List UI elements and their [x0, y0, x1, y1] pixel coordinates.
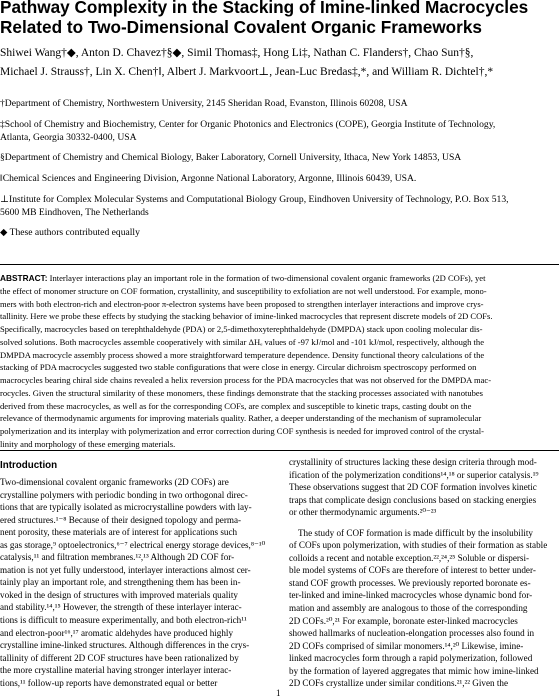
body-line: colloids a recent and notable exception.²²,²⁴,²⁵ Soluble or dispersi- [289, 552, 530, 563]
abstract-line: Specifically, macrocycles based on terephthaldehyde (PDA) or 2,5-dimethoxyterephthaldehyde (DMPDA) stack upon cooling molecular dis- [0, 324, 483, 334]
affiliation-line: §Department of Chemistry and Chemical Biology, Baker Laboratory, Cornell University, Ithaca, New York 14853, USA [0, 152, 462, 164]
abstract-line: the effect of monomer structure on COF formation, crystallinity, and susceptibility to exfoliation are not well understood. For example, mono- [0, 285, 487, 296]
abstract-line: linity and morphology of these emerging materials. [0, 438, 176, 449]
body-line: voked in the design of structures with improved materials quality [0, 589, 238, 600]
abstract-bottom-rule [0, 450, 559, 451]
body-line: tions,¹¹ follow-up reports have demonstrated equal or better [0, 677, 218, 688]
abstract-line: Interlayer interactions play an important role in the formation of two-dimensional covalent organic frameworks (2D COFs), yet [47, 273, 486, 283]
body-line: stand COF growth processes. We previously reported boronate es- [289, 577, 531, 588]
intro-right-column [289, 456, 555, 690]
affiliation-line: ‖Chemical Sciences and Engineering Division, Argonne National Laboratory, Argonne, Illinois 60439, USA. [0, 172, 417, 184]
body-line: nent porosity, these materials are of interest for applications such [0, 527, 238, 538]
body-line: linked macrocycles form through a rapid polymerization, followed [289, 653, 533, 664]
page-number: 1 [276, 688, 281, 698]
body-line: tions that are typically isolated as microcrystalline powders with lay- [0, 502, 252, 513]
affiliation-line: ‡School of Chemistry and Biochemistry, Center for Organic Photonics and Electronics (COPE), Georgia Institute of Technology, [0, 118, 496, 130]
affiliation-line: 5600 MB Eindhoven, The Netherlands [0, 206, 149, 218]
body-line: and electron-poor¹⁶,¹⁷ aromatic aldehydes have produced highly [0, 627, 234, 638]
affiliation [0, 151, 559, 164]
abstract-line: stacking of PDA macrocycles suggested two stable configurations that were close in energy. Circular dichroism spectroscopy performed on [0, 362, 477, 373]
body-line: crystalline polymers with periodic bonding in two orthogonal direc- [0, 489, 248, 500]
section-heading: Introduction [0, 460, 58, 471]
body-line: tallinity of different 2D COF structures have been rationalized by [0, 652, 239, 663]
body-line: of COFs upon polymerization, with studies of their formation as stable [289, 540, 548, 551]
author-line: Michael J. Strauss†, Lin X. Chen†‖, Albert J. Markvoort⊥, Jean-Luc Bredas‡,*, and William R. Dichtel†,* [0, 66, 494, 78]
abstract-line: derived from these macrocycles, as well as for the corresponding COFs, are complex and susceptible to kinetic traps, casting doubt on the [0, 400, 472, 411]
affiliation-line: Atlanta, Georgia 30332-0400, USA [0, 131, 137, 143]
abstract-line-first [0, 272, 559, 285]
affiliation-line: †Department of Chemistry, Northwestern University, 2145 Sheridan Road, Evanston, Illinois 60208, USA [0, 98, 408, 109]
body-line: by the formation of layered aggregates that mimic how imine-linked [289, 665, 539, 676]
body-line: 2D COFs comprised of similar monomers.¹⁴,²⁰ Likewise, imine- [289, 640, 524, 651]
body-line: the more crystalline material having stronger interlayer interac- [0, 665, 232, 676]
body-line: traps that complicate design conclusions based on stacking energies [289, 494, 537, 505]
abstract-top-rule [0, 264, 559, 265]
body-line: 2D COFs.²⁰,²¹ For example, boronate ester-linked macrocycles [289, 615, 518, 626]
body-line: crystallinity of structures lacking these design criteria through mod- [289, 457, 537, 467]
equal-contribution-note [0, 226, 559, 239]
body-line: 2D COFs crystallize under similar conditions.²¹,²² Given the [289, 678, 509, 689]
affiliation [0, 97, 559, 110]
body-line: ble model systems of COFs are therefore of interest to better under- [289, 565, 536, 576]
body-line: ter-linked and imine-linked macrocycles whose dynamic bond for- [289, 590, 533, 601]
body-line: tainly play an important role, and strengthening them has been in- [0, 577, 241, 588]
paper-title [0, 0, 559, 37]
intro-left-column [0, 460, 266, 689]
abstract-line: solved solutions. Both macrocycles assemble cooperatively with similar ΔHₑ values of -97 kJ/mol and -101 kJ/mol, respectively, although the [0, 336, 485, 347]
body-line: crystalline imine-linked structures. Although differences in the crys- [0, 640, 250, 651]
affiliation-line: ◆ These authors contributed equally [0, 227, 140, 239]
affiliations [0, 97, 559, 247]
author-list [0, 44, 559, 82]
abstract-line: relevance of thermodynamic arguments for improving materials quality. Rather, a deeper understanding of the mechanism of supramolecular [0, 413, 482, 424]
abstract-line: macrocycles bearing chiral side chains revealed a helix reversion process for the PDA macrocycles that was not observed for the DMPDA mac- [0, 375, 492, 385]
abstract-line: tallinity. Here we probe these effects by studying the stacking behavior of imine-linked macrocycles that represent discrete models of 2D COFs. [0, 311, 493, 322]
body-line: mation and assembly are analogous to those of the corresponding [289, 603, 528, 614]
body-line: Two-dimensional covalent organic frameworks (2D COFs) are [0, 477, 229, 487]
body-line: ification of the polymerization conditions¹⁴,¹⁸ or superior catalysis.¹⁹ [289, 469, 539, 480]
abstract-line: mers with both electron-rich and electron-poor π-electron systems have been proposed to strengthen interlayer interactions and improve crys- [0, 298, 484, 309]
affiliation-line: ⊥Institute for Complex Molecular Systems and Computational Biology Group, Eindhoven University of Technology, P.O. Box 513, [0, 193, 509, 205]
body-line: These observations suggest that 2D COF formation involves kinetic [289, 482, 537, 493]
body-line: ered structures.¹⁻⁸ Because of their designed topology and perma- [0, 514, 242, 525]
body-line: showed hallmarks of nucleation-elongation processes also found in [289, 628, 535, 639]
body-line: and stability.¹⁴,¹⁵ However, the strength of these interlayer interac- [0, 602, 242, 613]
body-line: or other thermodynamic arguments.²⁰⁻²³ [289, 507, 437, 518]
body-line: tions is difficult to measure experimentally, and both electron-rich¹¹ [0, 615, 247, 626]
abstract-line: rocycles. Given the structural similarity of these monomers, these findings demonstrate that the stacking processes associated with nanotubes [0, 387, 484, 398]
abstract-line: polymerization and its interplay with polymerization and error correction during COF synthesis is needed for improved control of the crystal- [0, 426, 484, 436]
body-line: The study of COF formation is made difficult by the insolubility [289, 527, 533, 538]
affiliation [0, 193, 559, 219]
affiliation [0, 172, 559, 185]
abstract-line: DMPDA macrocycle assembly process showed a more straightforward temperature dependence. Density functional theory calculations of the [0, 349, 485, 360]
author-line: Shiwei Wang†◆, Anton D. Chavez†§◆, Simil Thomas‡, Hong Li‡, Nathan C. Flanders†, Chao Sun†§, [0, 47, 474, 59]
paragraph-gap [289, 519, 555, 527]
affiliation [0, 118, 559, 144]
body-line: mation is not yet fully understood, interlayer interactions almost cer- [0, 564, 251, 575]
body-line: as gas storage,⁹ optoelectronics,⁶⁻⁷ electrical energy storage devices,⁸⁻¹⁰ [0, 539, 266, 550]
title-line: Pathway Complexity in the Stacking of Imine-linked Macrocycles [0, 0, 529, 17]
abstract [0, 272, 559, 451]
body-line: catalysis,¹¹ and filtration membranes.¹²,¹³ Although 2D COF for- [0, 552, 235, 563]
abstract-heading: ABSTRACT: [0, 273, 48, 283]
title-line: Related to Two-Dimensional Covalent Organic Frameworks [0, 17, 482, 37]
